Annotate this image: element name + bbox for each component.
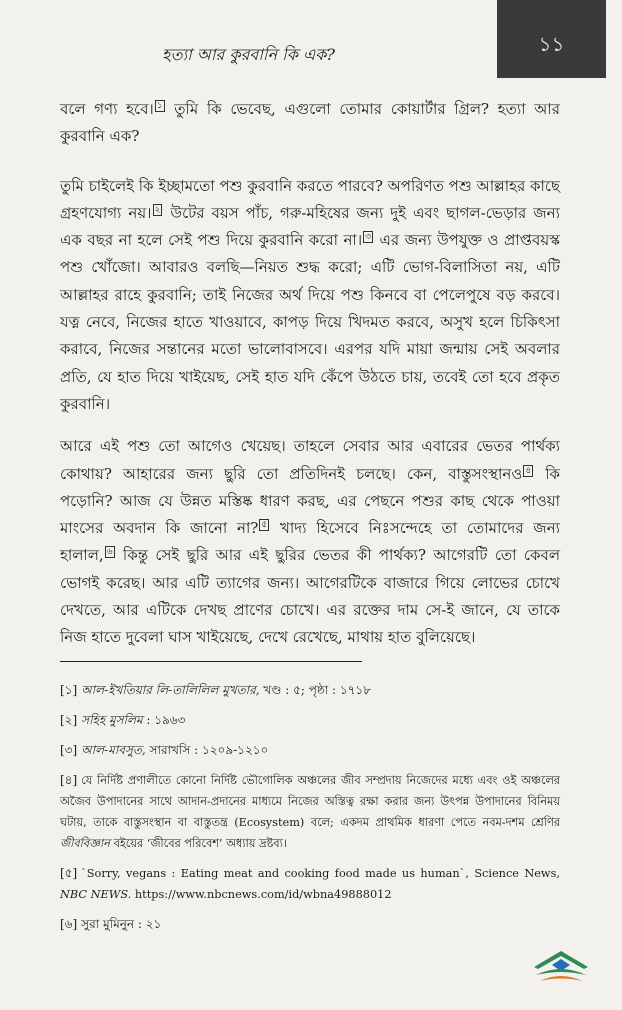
- book-title: জীববিজ্ঞান: [60, 837, 110, 850]
- source-detail: খণ্ড : ৫; পৃষ্ঠা : ১৭১৮: [259, 683, 372, 697]
- source-title: NBC NEWS.: [60, 888, 132, 901]
- footnote-text: সুরা মুমিনুন : ২১: [81, 917, 162, 931]
- source-title: আল-ইখতিয়ার লি-তালিলিল মুখতার,: [81, 683, 260, 697]
- page-number-tab: [497, 0, 606, 78]
- footnote-5: [60, 863, 560, 905]
- source-url[interactable]: https://www.nbcnews.com/id/wbna49888012: [131, 888, 392, 901]
- text-run: আরে এই পশু তো আগেও খেয়েছ। তাহলে সেবার আর এবারের ভেতর পার্থক্য কোথায়? আহারের জন্য ছুরি তো প্রতিদিনই চলছে। কেন, বাস্তুসংস্থানও: [60, 437, 560, 483]
- footnote-text: বইয়ের ‘জীবের পরিবেশ’ অধ্যায় দ্রষ্টব্য।: [109, 837, 287, 850]
- footnote-ref-1[interactable]: ১: [156, 101, 163, 111]
- footnote-tag: [৪]: [60, 773, 78, 787]
- text-run: এর জন্য উপযুক্ত ও প্রাপ্তবয়স্ক পশু খোঁজো। আবারও বলছি—নিয়ত শুদ্ধ করো; এটি ভোগ-বিলাসিতা নয়, এটি আল্লাহর রাহে কুরবানি; তাই নিজের অর্থ দিয়ে পশু কিনবে বা পেলেপুষে বড় করবে। যত্ন নেবে, নিজের হাতে খাওয়াবে, কাপড় দিয়ে খিদমত করবে, অসুখ হলে চিকিৎসা করাবে, নিজের সন্তানের মতো ভালোবাসবে। এরপর যদি মায়া জন্মায় সেই অবলার প্রতি, যে হাত দিয়ে খাইয়েছ, সেই হাত যদি কেঁপে উঠতে চায়, তবেই তো হবে প্রকৃত কুরবানি।: [60, 231, 560, 413]
- text-run: উটের বয়স পাঁচ, গরু-মহিষের জন্য দুই এবং ছাগল-ভেড়ার জন্য এক বছর না হলে সেই পশু দিয়ে কুরবানি করো না।: [60, 203, 560, 250]
- source-title: আল-মাবসুত,: [81, 743, 146, 757]
- source-title: সহিহ মুসলিম: [81, 713, 143, 727]
- footnote-text: `Sorry, vegans : Eating meat and cooking food made us human`, Science News,: [81, 867, 560, 880]
- footnote-1: [60, 680, 560, 701]
- footnote-4: [60, 770, 560, 854]
- footnote-ref-6[interactable]: ৬: [106, 547, 113, 558]
- text-run: তুমি চাইলেই কি ইচ্ছামতো পশু কুরবানি করতে পারবে? অপরিণত পশু আল্লাহর কাছে গ্রহণযোগ্য নয়।: [60, 176, 560, 222]
- footnote-ref-3[interactable]: ৩: [365, 232, 371, 243]
- footnote-ref-2[interactable]: ২: [154, 204, 161, 215]
- footnotes: [60, 680, 560, 944]
- paragraph-1: [60, 96, 560, 151]
- text-run: খাদ্য হিসেবে নিঃসন্দেহে তা তোমাদের জন্য হালাল,: [60, 519, 561, 565]
- body-text: [60, 96, 560, 667]
- source-detail: : ১৯৬৩: [142, 713, 186, 727]
- text-run: বলে গণ্য হবে।: [60, 100, 154, 118]
- text-run: কি পড়োনি? আজ যে উন্নত মস্তিষ্ক ধারণ করছ, এর পেছনে পশুর কাছ থেকে পাওয়া মাংসের অবদান কি জানো না?: [60, 464, 560, 538]
- text-run: তুমি কি ভেবেছ, এগুলো তোমার কোয়ার্টার গ্রিল? হত্যা আর কুরবানি এক?: [60, 100, 560, 146]
- footnote-tag: [৬]: [60, 917, 78, 931]
- footnote-divider: [60, 661, 362, 662]
- text-run: কিন্তু সেই ছুরি আর এই ছুরির ভেতর কী পার্থক্য? আগেরটি তো কেবল ভোগই করেছ। আর এটি ত্যাগের জন্য। আগেরটিকে বাজারে গিয়ে লোভের চোখে দেখতে, আর এটিকে দেখছ প্রাণের চোখে। এর রক্তের দাম সে-ই জানে, যে তাকে নিজ হাতে দুবেলা ঘাস খাইয়েছে, দেখে রেখেছে, মাথায় হাত বুলিয়েছে।: [60, 546, 560, 647]
- footnote-6: [60, 914, 560, 935]
- footnote-2: [60, 710, 560, 731]
- page-number: ১১: [538, 32, 565, 56]
- publisher-logo-icon: [532, 945, 590, 985]
- footnote-tag: [৩]: [60, 743, 78, 757]
- paragraph-3: [60, 433, 560, 651]
- footnote-3: [60, 740, 560, 761]
- footnote-tag: [২]: [60, 713, 78, 727]
- paragraph-2: [60, 173, 560, 419]
- footnote-text: যে নির্দিষ্ট প্রণালীতে কোনো নির্দিষ্ট ভৌগোলিক অঞ্চলের জীব সম্প্রদায় নিজেদের মধ্যে এবং ওই অঞ্চলের অজৈব উপাদানের সাথে আদান-প্রদানের মাধ্যমে নিজের অস্তিত্ব রক্ষা করার জন্য উৎপন্ন উপাদানের বিনিময় ঘটায়, তাকে বাস্তুসংস্থান বা বাস্তুতন্ত্র (Ecosystem) বলে; একদম প্রাথমিক ধারণা পেতে নবম-দশম শ্রেণির: [60, 774, 560, 829]
- running-header-title: হত্যা আর কুরবানি কি এক?: [162, 45, 335, 64]
- source-detail: সারাখসি : ১২০৯-১২১০: [145, 743, 269, 757]
- footnote-tag: [৫]: [60, 866, 78, 880]
- footnote-tag: [১]: [60, 683, 78, 697]
- footnote-ref-4[interactable]: ৪: [525, 465, 532, 476]
- footnote-ref-5[interactable]: ৫: [261, 520, 268, 531]
